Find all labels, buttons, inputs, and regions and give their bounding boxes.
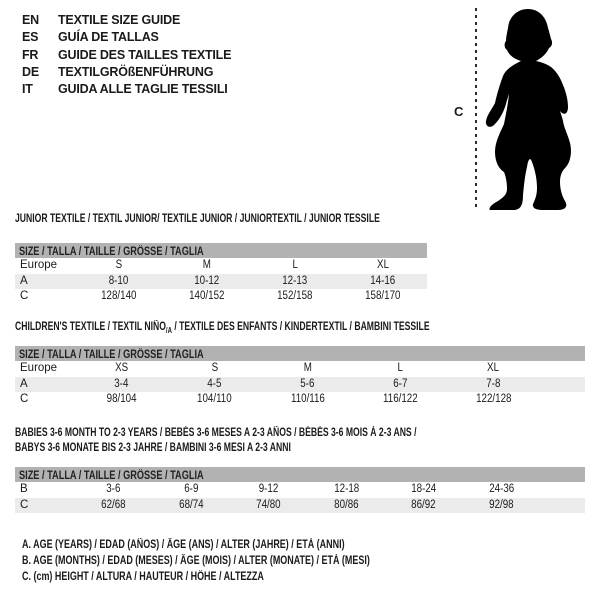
table-cell xyxy=(230,482,308,498)
height-measure-label: C xyxy=(454,104,464,119)
cell-value: 98/104 xyxy=(106,393,137,405)
table-cell xyxy=(75,498,153,514)
table-cell xyxy=(339,274,427,290)
language-title: GUIDA ALLE TAGLIE TESSILI xyxy=(58,82,228,97)
table-cell xyxy=(261,361,354,377)
table-cell xyxy=(308,482,386,498)
language-code: EN xyxy=(22,13,39,27)
cell-value: 158/170 xyxy=(365,290,401,302)
table-cell xyxy=(354,392,447,408)
table-cell xyxy=(75,274,163,290)
cell-value: 10-12 xyxy=(194,274,220,287)
table-cell xyxy=(354,377,447,393)
table-cell xyxy=(168,361,261,377)
cell-value: 24-36 xyxy=(488,483,514,495)
cell-value: XL xyxy=(377,259,389,271)
table-cell xyxy=(168,377,261,393)
table-cell xyxy=(230,498,308,514)
cell-value: 110/116 xyxy=(290,393,325,405)
cell-value: 116/122 xyxy=(383,393,418,405)
row-label: Europe xyxy=(20,259,58,271)
cell-value: XS xyxy=(114,362,129,374)
table-cell xyxy=(339,258,427,274)
table-cell xyxy=(75,392,168,408)
junior-size-table xyxy=(15,243,427,305)
size-header-label: SIZE / TALLA / TAILLE / GRÖSSE / TAGLIA xyxy=(19,470,204,482)
language-title: TEXTILGRÖßENFÜHRUNG xyxy=(58,64,214,79)
table-title-segment: / TEXTILE DES ENFANTS / KINDERTEXTIL / BAMBINI TESSILE xyxy=(171,321,430,333)
row-label: C xyxy=(20,498,29,511)
table-cell xyxy=(261,377,354,393)
table-cell xyxy=(163,274,251,290)
table-title-segment: BABYS 3-6 MONATE BIS 2-3 JAHRE / BAMBINI 3-6 MESI A 2-3 ANNI xyxy=(15,441,291,454)
cell-value: S xyxy=(211,362,218,374)
footnote-line: B. AGE (MONTHS) / EDAD (MESES) / ÂGE (MOIS) / ALTER (MONATE) / ETÀ (MESI) xyxy=(22,555,370,567)
table-row xyxy=(15,289,427,305)
cell-value: 122/128 xyxy=(475,393,512,405)
table-cell xyxy=(385,482,463,498)
table-cell xyxy=(447,377,540,393)
table-cell xyxy=(354,361,447,377)
cell-value: 3-4 xyxy=(114,377,129,390)
size-header-bar xyxy=(15,346,585,361)
language-row xyxy=(22,29,231,46)
cell-value: XL xyxy=(487,362,500,374)
cell-value: 12-13 xyxy=(282,274,308,287)
cell-value: 9-12 xyxy=(258,483,279,495)
table-cell xyxy=(153,498,231,514)
table-cell xyxy=(251,258,339,274)
table-title-segment: /A xyxy=(165,326,172,335)
table-row xyxy=(15,498,585,514)
language-row xyxy=(22,81,231,98)
cell-value: 6-7 xyxy=(393,377,408,390)
table-row xyxy=(15,361,585,377)
language-title: GUÍA DE TALLAS xyxy=(58,30,159,45)
cell-value: L xyxy=(292,259,298,271)
babies-table-title xyxy=(15,426,550,455)
cell-value: 8-10 xyxy=(109,274,129,287)
cell-value: S xyxy=(115,259,123,271)
table-title-line xyxy=(15,441,416,456)
cell-value: 12-18 xyxy=(333,483,359,495)
table-title-segment: JUNIOR TEXTILE / TEXTIL JUNIOR/ TEXTILE JUNIOR / JUNIORTEXTIL / JUNIOR TESSILE xyxy=(15,213,380,225)
cell-value: 92/98 xyxy=(489,498,514,511)
table-cell xyxy=(308,498,386,514)
table-cell xyxy=(447,392,540,408)
baby-silhouette-icon xyxy=(484,4,574,210)
language-title: TEXTILE SIZE GUIDE xyxy=(58,13,181,27)
language-code: FR xyxy=(22,47,39,62)
baby-figure xyxy=(440,0,600,215)
size-header-label: SIZE / TALLA / TAILLE / GRÖSSE / TAGLIA xyxy=(19,349,204,361)
language-row xyxy=(22,47,231,64)
table-cell xyxy=(75,377,168,393)
language-list xyxy=(22,12,231,98)
table-cell xyxy=(261,392,354,408)
table-cell xyxy=(463,482,541,498)
cell-value: 104/110 xyxy=(197,393,232,405)
row-label: C xyxy=(20,290,29,302)
cell-value: 3-6 xyxy=(106,483,121,495)
cell-value: 128/140 xyxy=(101,290,137,302)
table-cell xyxy=(339,289,427,305)
cell-value: 18-24 xyxy=(411,483,437,495)
row-label: B xyxy=(20,483,28,495)
height-measure-line xyxy=(475,8,477,208)
table-cell xyxy=(463,498,541,514)
cell-value: M xyxy=(303,362,312,374)
table-title-line xyxy=(15,212,380,227)
children-size-table xyxy=(15,346,585,408)
table-title-line xyxy=(15,426,416,441)
table-cell xyxy=(163,258,251,274)
table-row xyxy=(15,258,427,274)
table-cell xyxy=(251,274,339,290)
junior-table-title xyxy=(15,212,501,227)
row-label: C xyxy=(20,393,29,405)
cell-value: 140/152 xyxy=(189,290,225,302)
table-cell xyxy=(163,289,251,305)
table-cell xyxy=(168,392,261,408)
language-code: IT xyxy=(22,82,33,97)
table-cell xyxy=(385,498,463,514)
table-title-segment: BABIES 3-6 MONTH TO 2-3 YEARS / BEBÉS 3-6 MESES A 2-3 AÑOS / BÉBÉS 3-6 MOIS À 2-3 ANS / xyxy=(15,427,417,439)
cell-value: 6-9 xyxy=(184,483,199,495)
table-cell xyxy=(447,361,540,377)
table-cell xyxy=(75,289,163,305)
footnote-line: C. (cm) HEIGHT / ALTURA / HAUTEUR / HÖHE / ALTEZZA xyxy=(22,571,264,583)
table-row xyxy=(15,377,585,393)
cell-value: 62/68 xyxy=(101,498,126,511)
language-code: DE xyxy=(22,64,39,79)
row-label: Europe xyxy=(20,362,58,374)
table-row xyxy=(15,274,427,290)
cell-value: 68/74 xyxy=(179,498,204,511)
cell-value: L xyxy=(397,362,404,374)
table-row xyxy=(15,482,585,498)
cell-value: 4-5 xyxy=(207,377,222,390)
cell-value: 80/86 xyxy=(334,498,359,511)
size-header-label: SIZE / TALLA / TAILLE / GRÖSSE / TAGLIA xyxy=(19,246,204,258)
size-header-bar xyxy=(15,467,585,482)
cell-value: M xyxy=(202,259,212,271)
table-title-segment: CHILDREN'S TEXTILE / TEXTIL NIÑO xyxy=(15,321,166,333)
language-title: GUIDE DES TAILLES TEXTILE xyxy=(58,47,232,62)
table-cell xyxy=(153,482,231,498)
cell-value: 152/158 xyxy=(277,290,313,302)
row-label: A xyxy=(20,274,28,287)
table-cell xyxy=(251,289,339,305)
language-code: ES xyxy=(22,30,39,45)
cell-value: 7-8 xyxy=(486,377,501,390)
table-cell xyxy=(75,482,153,498)
table-title-line xyxy=(15,320,430,339)
size-header-bar xyxy=(15,243,427,258)
table-cell xyxy=(75,258,163,274)
cell-value: 5-6 xyxy=(300,377,315,390)
table-cell xyxy=(75,361,168,377)
babies-size-table xyxy=(15,467,585,513)
language-row xyxy=(22,12,231,29)
children-table-title xyxy=(15,320,568,339)
cell-value: 14-16 xyxy=(370,274,396,287)
table-row xyxy=(15,392,585,408)
cell-value: 86/92 xyxy=(411,498,436,511)
footnotes xyxy=(22,537,468,585)
row-label: A xyxy=(20,377,28,390)
footnote-line: A. AGE (YEARS) / EDAD (AÑOS) / ÂGE (ANS) / ALTER (JAHRE) / ETÀ (ANNI) xyxy=(22,539,345,551)
language-row xyxy=(22,64,231,81)
cell-value: 74/80 xyxy=(256,498,281,511)
